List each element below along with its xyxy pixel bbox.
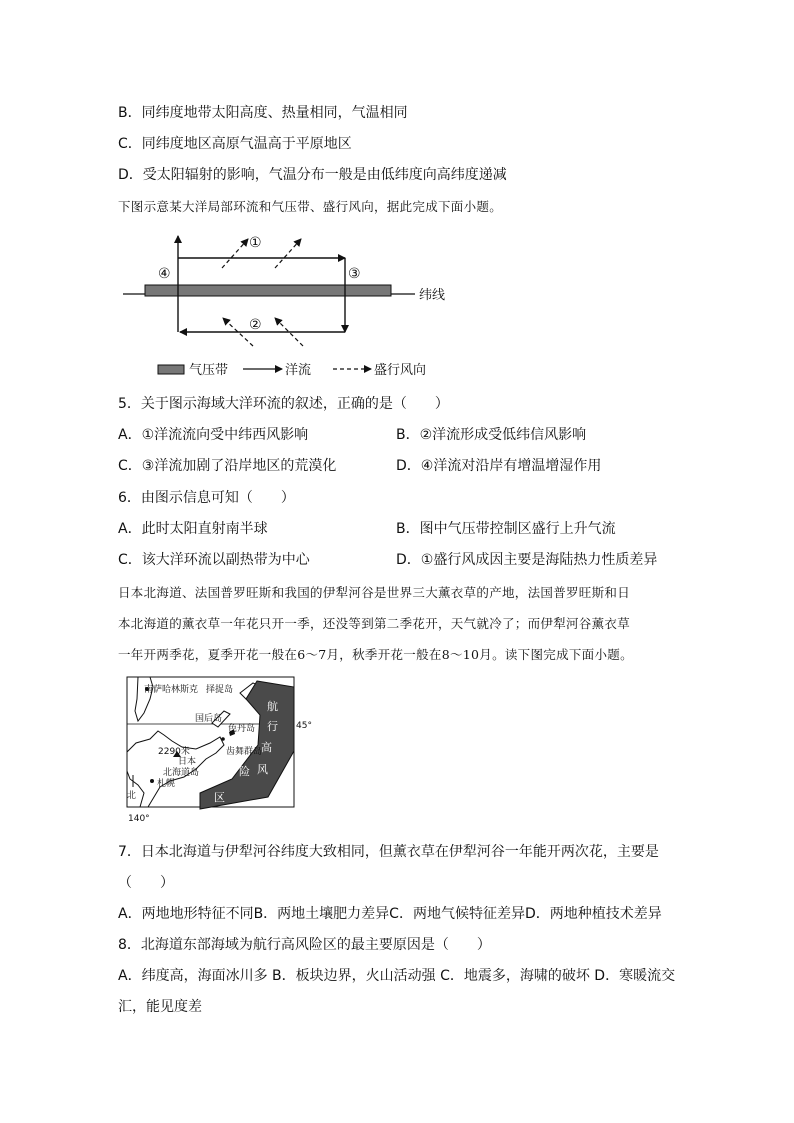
- label-japan: 日本: [178, 757, 197, 767]
- label-current-3: ③: [348, 266, 361, 282]
- label-hokkaido: 北海道岛: [163, 768, 200, 778]
- q5-option-a: A．①洋流流向受中纬西风影响: [118, 427, 309, 443]
- q6-option-d: D．①盛行风成因主要是海陆热力性质差异: [396, 552, 658, 568]
- passage-intro-2-line1: 日本北海道、法国普罗旺斯和我国的伊犁河谷是世界三大薰衣草的产地，法国普罗旺斯和日: [118, 585, 631, 600]
- zone-char-2: 行: [267, 720, 278, 733]
- label-etorofu: 择捉岛: [206, 685, 234, 695]
- q7-options: A．两地地形特征不同B．两地土壤肥力差异C．两地气候特征差异D．两地种植技术差异: [118, 906, 662, 922]
- q4-option-d: D．受太阳辐射的影响，气温分布一般是由低纬度向高纬度递减: [118, 167, 507, 183]
- label-lon-140: 140°: [128, 814, 150, 824]
- ocean-circulation-diagram: [115, 228, 455, 383]
- label-north: 北: [127, 791, 137, 801]
- sapporo-dot: [150, 779, 154, 783]
- label-current-4: ④: [158, 266, 171, 282]
- q6-option-b: B．图中气压带控制区盛行上升气流: [396, 521, 616, 537]
- legend-belt-swatch: [158, 365, 184, 374]
- q6-option-a: A．此时太阳直射南半球: [118, 521, 268, 537]
- label-lat-45: 45°: [296, 721, 312, 731]
- q4-option-c: C．同纬度地区高原气温高于平原地区: [118, 136, 352, 152]
- legend-current-label: 洋流: [285, 363, 312, 378]
- legend-wind-label: 盛行风向: [374, 363, 427, 378]
- q7-stem: 7．日本北海道与伊犁河谷纬度大致相同，但薰衣草在伊犁河谷一年能开两次花，主要是: [118, 844, 659, 860]
- q6-option-c: C．该大洋环流以副热带为中心: [118, 552, 310, 568]
- label-current-2: ②: [249, 317, 262, 333]
- q8-options-line2: 汇，能见度差: [118, 999, 202, 1015]
- label-elevation: 2290米: [158, 747, 190, 757]
- q5-option-d: D．④洋流对沿岸有增温增湿作用: [396, 458, 602, 474]
- zone-char-6: 区: [214, 791, 225, 804]
- zone-char-5: 险: [239, 765, 250, 778]
- legend-belt-label: 气压带: [189, 363, 229, 378]
- zone-char-3: 高: [261, 741, 272, 754]
- wind-arrow: [275, 239, 301, 268]
- q8-stem: 8．北海道东部海域为航行高风险区的最主要原因是（ ）: [118, 937, 491, 953]
- label-habomai: 齿舞群岛: [226, 747, 263, 757]
- q6-stem: 6．由图示信息可知（ ）: [118, 490, 295, 506]
- q8-options-line1: A．纬度高，海面冰川多 B．板块边界，火山活动强 C．地震多，海啸的破坏 D．寒暖流交: [118, 968, 676, 984]
- passage-intro-2-line2: 本北海道的薰衣草一年花只开一季，还没等到第二季花开，天气就冷了；而伊犁河谷薰衣草: [118, 616, 631, 631]
- zone-char-1: 航: [267, 700, 278, 713]
- label-current-1: ①: [249, 235, 262, 251]
- label-latitude: 纬线: [419, 288, 446, 303]
- label-sapporo: 札幌: [157, 779, 176, 789]
- wind-arrow: [222, 239, 248, 268]
- label-shikotan: 色丹岛: [228, 724, 256, 734]
- q4-option-b: B．同纬度地带太阳高度、热量相同，气温相同: [118, 105, 408, 121]
- label-yuzhno-sakhalinsk: 南萨哈林斯克: [144, 685, 199, 695]
- passage-intro-1: 下图示意某大洋局部环流和气压带、盛行风向，据此完成下面小题。: [118, 199, 503, 214]
- pressure-belt: [145, 285, 391, 296]
- label-kunashiri: 国后岛: [195, 714, 223, 724]
- q5-option-b: B．②洋流形成受低纬信风影响: [396, 427, 587, 443]
- passage-intro-2-line3: 一年开两季花，夏季开花一般在6～7月，秋季开花一般在8～10月。读下图完成下面小题。: [118, 647, 633, 662]
- zone-char-4: 风: [257, 763, 268, 776]
- hokkaido-map: [120, 675, 320, 825]
- q7-answer-paren: （ ）: [118, 875, 174, 891]
- q5-stem: 5．关于图示海域大洋环流的叙述，正确的是（ ）: [118, 396, 449, 412]
- q5-option-c: C．③洋流加剧了沿岸地区的荒漠化: [118, 458, 337, 474]
